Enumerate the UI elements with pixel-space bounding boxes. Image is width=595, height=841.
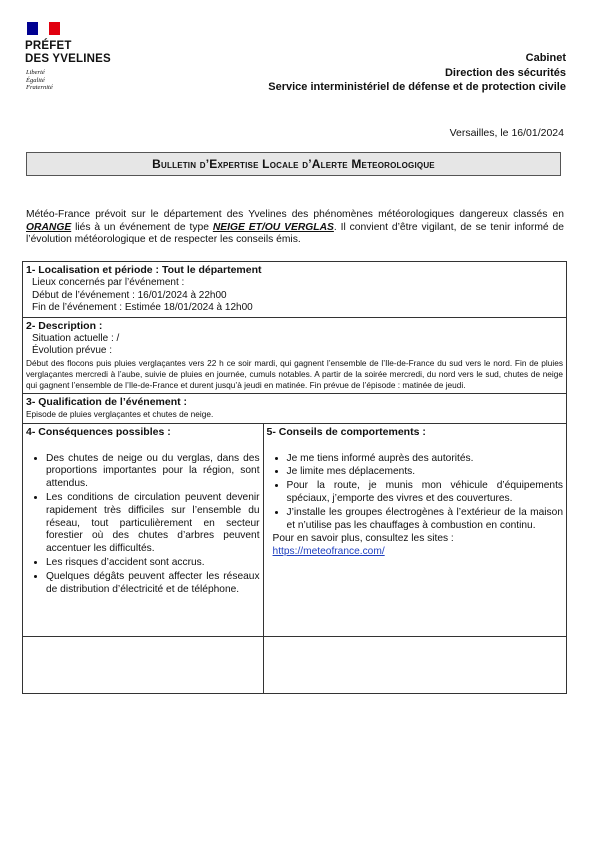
empty-cell-right — [263, 636, 566, 693]
advice-item: • Je limite mes déplacements. — [287, 466, 563, 479]
section-qualification — [23, 394, 567, 423]
republic-motto — [26, 69, 53, 92]
advice-list — [267, 453, 563, 533]
section-1-title: 1- Localisation et période : Tout le département — [26, 264, 262, 276]
consequence-item: • Les conditions de circulation peuvent devenir rapidement très difficiles sur l’ensemble du réseau, tout particulièrement en secteur forestier où des chutes d’arbres peuvent accentuer les difficultés. — [46, 492, 260, 556]
advice-item: • J’installe les groupes électrogènes à l’extérieur de la maison et n’utilise pas les chauffages à combustion en continu. — [287, 507, 563, 533]
bulletin-title-text: Bulletin d’Expertise Locale d’Alerte Meteorologique — [152, 157, 435, 171]
place-date: Versailles, le 16/01/2024 — [449, 127, 564, 139]
prefecture-line-1: PRÉFET — [25, 40, 72, 52]
motto-liberte: Liberté — [26, 69, 45, 76]
section-description — [23, 317, 567, 394]
section-5-title: 5- Conseils de comportements : — [266, 425, 426, 438]
section-localisation — [23, 262, 567, 318]
section-1-line-fin: Fin de l’événement : Estimée 18/01/2024 à 12h00 — [32, 302, 253, 313]
alert-level: ORANGE — [26, 221, 72, 233]
section-1-line-debut: Début de l’événement : 16/01/2024 à 22h00 — [32, 289, 227, 301]
header-direction: Direction des sécurités — [444, 66, 566, 79]
section-3-title: 3- Qualification de l’événement : — [26, 396, 188, 409]
section-conseils — [263, 423, 566, 636]
intro-text-2: liés à un événement de type — [71, 221, 213, 233]
section-consequences — [23, 423, 264, 636]
section-2-title: 2- Description : — [26, 319, 103, 332]
prefecture-line-2: DES YVELINES — [25, 53, 111, 65]
marianne-flag-logo — [27, 22, 60, 35]
more-info-text: Pour en savoir plus, consultez les sites : — [272, 533, 454, 545]
motto-egalite: Égalité — [26, 76, 45, 84]
advice-item: • Pour la route, je munis mon véhicule d’équipements spéciaux, j’emporte des vivres et des couvertures. — [287, 480, 563, 506]
prefecture-name — [25, 40, 111, 66]
meteofrance-link[interactable]: https://meteofrance.com/ — [272, 546, 385, 558]
motto-fraternite: Fraternité — [26, 84, 53, 91]
section-4-title: 4- Conséquences possibles : — [26, 425, 171, 438]
empty-cell-left — [23, 636, 264, 693]
consequence-item: • Les risques d’accident sont accrus. — [46, 557, 260, 570]
department-header — [268, 51, 566, 95]
intro-paragraph — [26, 209, 564, 247]
advice-item: • Je me tiens informé auprès des autorités. — [287, 453, 563, 466]
header-cabinet: Cabinet — [525, 52, 566, 64]
consequences-list — [26, 453, 260, 597]
event-type: NEIGE ET/OU VERGLAS — [212, 221, 334, 233]
section-3-text: Episode de pluies verglaçantes et chutes de neige. — [26, 409, 214, 420]
section-2-evolution: Évolution prévue : — [32, 345, 113, 356]
consequence-item: • Quelques dégâts peuvent affecter les réseaux de distribution d’électricité et de téléphone. — [46, 571, 260, 597]
header-service: Service interministériel de défense et de protection civile — [268, 81, 566, 93]
intro-text-3: . Il convient d’être vigilant, de se tenir informé de l’évolution météorologique et de respecter les conseils émis. — [26, 221, 564, 245]
section-2-situation: Situation actuelle : / — [32, 332, 120, 344]
section-2-text: Début des flocons puis pluies verglaçantes vers 22 h ce soir mardi, qui gagnent l’ensemble de l’Ile-de-France du sud vers le nord. Fin de pluies verglaçantes mercredi à l’aube, suivie de pluies en journée, cumuls notables. A partir de la soirée mercredi, du nord vers le sud, chutes de neige qui gagnent l’ensemble de l’Ile-de-France et durent jusqu’à jeudi en matinée. Fin prévue de l’épisode : matinée de jeudi. — [26, 357, 563, 391]
bulletin-title — [26, 152, 561, 176]
consequence-item: • Des chutes de neige ou du verglas, dans des proportions importantes pour la région, sont attendus. — [46, 453, 260, 491]
intro-text-1: Météo-France prévoit sur le département des Yvelines des phénomènes météorologiques dangereux classés en — [26, 209, 564, 220]
section-1-line-lieux: Lieux concernés par l’événement : — [32, 277, 185, 288]
bulletin-table — [22, 261, 567, 694]
